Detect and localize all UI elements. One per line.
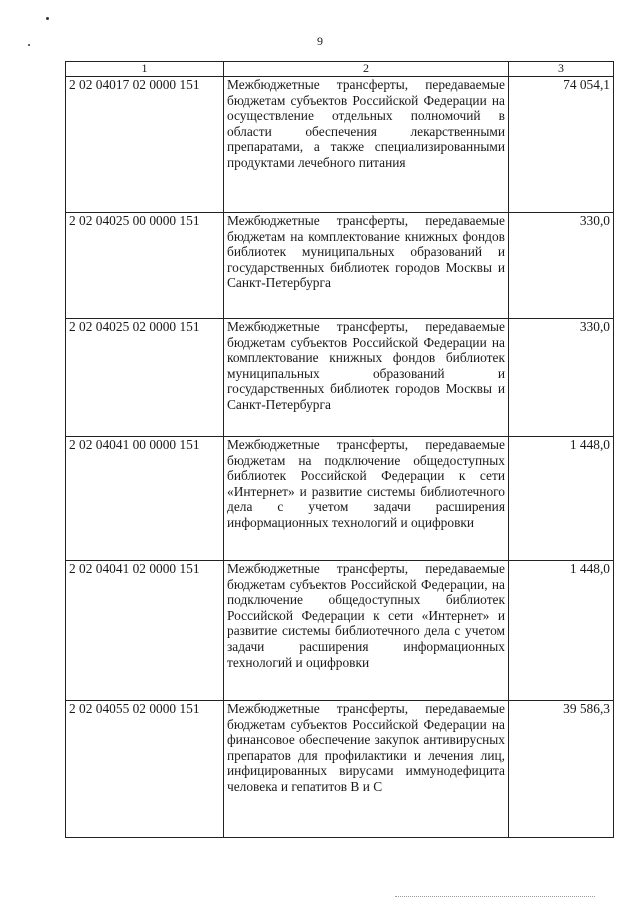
table-row <box>66 701 614 838</box>
table-header-row <box>66 62 614 77</box>
scan-speck <box>46 17 49 20</box>
budget-code: 2 02 04041 02 0000 151 <box>66 561 224 701</box>
budget-description: Межбюджетные трансферты, передаваемые бюджетам субъектов Российской Федерации на осуществление отдельных полномочий в области обеспечения лекарственными препаратами, а также специализированными продуктами лечебного питания <box>224 77 509 213</box>
budget-code: 2 02 04017 02 0000 151 <box>66 77 224 213</box>
scan-footer-marks <box>395 896 595 900</box>
column-header-amount: 3 <box>509 62 614 77</box>
page-number: 9 <box>317 34 323 48</box>
column-header-name: 2 <box>224 62 509 77</box>
table-row <box>66 437 614 561</box>
budget-amount: 1 448,0 <box>509 437 614 561</box>
budget-description: Межбюджетные трансферты, передаваемые бюджетам на комплектование книжных фондов библиотек муниципальных образований и государственных библиотек городов Москвы и Санкт-Петербурга <box>224 213 509 319</box>
budget-description: Межбюджетные трансферты, передаваемые бюджетам субъектов Российской Федерации, на подключение общедоступных библиотек Российской Федерации к сети «Интернет» и развитие системы библиотечного дела с учетом задачи расширения информационных технологий и оцифровки <box>224 561 509 701</box>
budget-table <box>65 61 614 838</box>
budget-description: Межбюджетные трансферты, передаваемые бюджетам субъектов Российской Федерации на комплектование книжных фондов библиотек муниципальных образований и государственных библиотек городов Москвы и Санкт-Петербурга <box>224 319 509 437</box>
budget-amount: 74 054,1 <box>509 77 614 213</box>
budget-code: 2 02 04055 02 0000 151 <box>66 701 224 838</box>
budget-amount: 1 448,0 <box>509 561 614 701</box>
table-row <box>66 77 614 213</box>
budget-amount: 39 586,3 <box>509 701 614 838</box>
budget-description: Межбюджетные трансферты, передаваемые бюджетам на подключение общедоступных библиотек Российской Федерации к сети «Интернет» и развитие системы библиотечного дела с учетом задачи расширения информационных технологий и оцифровки <box>224 437 509 561</box>
budget-amount: 330,0 <box>509 319 614 437</box>
budget-code: 2 02 04025 02 0000 151 <box>66 319 224 437</box>
table-row <box>66 319 614 437</box>
budget-code: 2 02 04025 00 0000 151 <box>66 213 224 319</box>
table-row <box>66 561 614 701</box>
budget-code: 2 02 04041 00 0000 151 <box>66 437 224 561</box>
budget-amount: 330,0 <box>509 213 614 319</box>
budget-description: Межбюджетные трансферты, передаваемые бюджетам субъектов Российской Федерации на финансовое обеспечение закупок антивирусных препаратов для профилактики и лечения лиц, инфицированных вирусами иммунодефицита человека и гепатитов В и С <box>224 701 509 838</box>
table-row <box>66 213 614 319</box>
column-header-code: 1 <box>66 62 224 77</box>
